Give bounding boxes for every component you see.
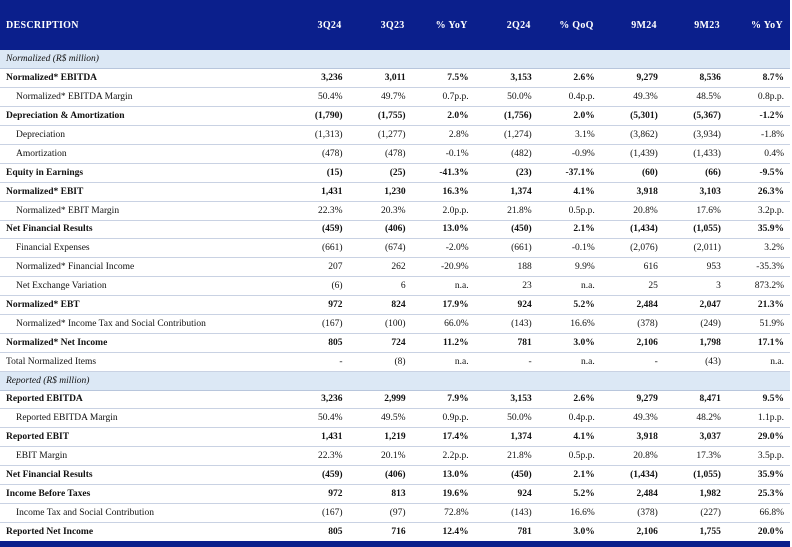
cell-value: 17.1%: [727, 333, 790, 352]
cell-value: -35.3%: [727, 258, 790, 277]
table-row: [0, 201, 790, 220]
cell-value: 49.5%: [349, 409, 412, 428]
cell-value: 8,536: [664, 69, 727, 88]
cell-value: 0.8p.p.: [727, 88, 790, 107]
cell-value: (478): [349, 144, 412, 163]
cell-value: 805: [285, 522, 348, 541]
row-label: Net Exchange Variation: [0, 277, 285, 296]
cell-value: 3,236: [285, 69, 348, 88]
table-row: [0, 296, 790, 315]
cell-value: n.a.: [538, 352, 601, 371]
table-row: [0, 163, 790, 182]
cell-value: 972: [285, 296, 348, 315]
cell-value: (1,434): [601, 466, 664, 485]
row-label: Amortization: [0, 144, 285, 163]
cell-value: 3.5p.p.: [727, 447, 790, 466]
cell-value: 26.3%: [727, 182, 790, 201]
cell-value: 3,011: [349, 69, 412, 88]
cell-value: -0.9%: [538, 144, 601, 163]
cell-value: (249): [664, 314, 727, 333]
table-row: [0, 258, 790, 277]
table-row: [0, 428, 790, 447]
cell-value: 3.2%: [727, 239, 790, 258]
cell-value: 66.0%: [412, 314, 475, 333]
cell-value: (227): [664, 503, 727, 522]
cell-value: -0.1%: [412, 144, 475, 163]
table-row: [0, 144, 790, 163]
cell-value: (1,274): [475, 126, 538, 145]
cell-value: 1,374: [475, 428, 538, 447]
cell-value: (5,367): [664, 107, 727, 126]
row-label: Reported EBIT: [0, 428, 285, 447]
header-3q23: 3Q23: [380, 19, 405, 31]
cell-value: 2,106: [601, 522, 664, 541]
cell-value: (143): [475, 503, 538, 522]
cell-value: 873.2%: [727, 277, 790, 296]
table-row: [0, 484, 790, 503]
cell-value: 3,918: [601, 182, 664, 201]
table-row: [0, 107, 790, 126]
row-label: Reported Net Income: [0, 522, 285, 541]
table-row: [0, 352, 790, 371]
cell-value: 12.4%: [412, 522, 475, 541]
cell-value: 9,279: [601, 69, 664, 88]
cell-value: (3,862): [601, 126, 664, 145]
cell-value: 1,230: [349, 182, 412, 201]
cell-value: (661): [285, 239, 348, 258]
cell-value: (60): [601, 163, 664, 182]
header-yoy-quarter: % YoY: [435, 19, 468, 31]
cell-value: 49.7%: [349, 88, 412, 107]
cell-value: 0.9p.p.: [412, 409, 475, 428]
cell-value: (378): [601, 314, 664, 333]
table-row: [0, 447, 790, 466]
cell-value: (1,434): [601, 220, 664, 239]
table-row: [0, 277, 790, 296]
cell-value: (406): [349, 466, 412, 485]
cell-value: 21.8%: [475, 201, 538, 220]
cell-value: 22.3%: [285, 447, 348, 466]
cell-value: 824: [349, 296, 412, 315]
cell-value: 25.3%: [727, 484, 790, 503]
row-label: Income Before Taxes: [0, 484, 285, 503]
cell-value: 20.0%: [727, 522, 790, 541]
row-label: Normalized* EBITDA: [0, 69, 285, 88]
section-label: Reported (R$ million): [0, 371, 790, 390]
cell-value: 23: [475, 277, 538, 296]
cell-value: 3: [664, 277, 727, 296]
cell-value: 20.1%: [349, 447, 412, 466]
cell-value: 11.2%: [412, 333, 475, 352]
row-label: Normalized* EBIT Margin: [0, 201, 285, 220]
cell-value: 48.2%: [664, 409, 727, 428]
cell-value: (674): [349, 239, 412, 258]
cell-value: 3,103: [664, 182, 727, 201]
cell-value: 21.3%: [727, 296, 790, 315]
cell-value: 2.0p.p.: [412, 201, 475, 220]
cell-value: 25: [601, 277, 664, 296]
cell-value: 805: [285, 333, 348, 352]
cell-value: 48.5%: [664, 88, 727, 107]
cell-value: 724: [349, 333, 412, 352]
cell-value: -1.8%: [727, 126, 790, 145]
section-header-row: [0, 50, 790, 69]
table-row: [0, 126, 790, 145]
table-row: [0, 466, 790, 485]
cell-value: 813: [349, 484, 412, 503]
cell-value: (378): [601, 503, 664, 522]
header-2q24: 2Q24: [506, 19, 531, 31]
cell-value: (43): [664, 352, 727, 371]
cell-value: -: [285, 352, 348, 371]
cell-value: 21.8%: [475, 447, 538, 466]
cell-value: 3.2p.p.: [727, 201, 790, 220]
table-row: [0, 182, 790, 201]
cell-value: (23): [475, 163, 538, 182]
cell-value: (1,055): [664, 466, 727, 485]
cell-value: 1,219: [349, 428, 412, 447]
cell-value: 8,471: [664, 390, 727, 409]
row-label: Reported EBITDA Margin: [0, 409, 285, 428]
cell-value: (15): [285, 163, 348, 182]
cell-value: 17.4%: [412, 428, 475, 447]
cell-value: 4.1%: [538, 428, 601, 447]
cell-value: 29.0%: [727, 428, 790, 447]
cell-value: 716: [349, 522, 412, 541]
table-row: [0, 69, 790, 88]
cell-value: 188: [475, 258, 538, 277]
cell-value: -9.5%: [727, 163, 790, 182]
table-row: [0, 522, 790, 541]
cell-value: (1,055): [664, 220, 727, 239]
row-label: Normalized* EBT: [0, 296, 285, 315]
row-label: Depreciation & Amortization: [0, 107, 285, 126]
cell-value: 1.1p.p.: [727, 409, 790, 428]
row-label: Normalized* EBITDA Margin: [0, 88, 285, 107]
cell-value: 20.8%: [601, 201, 664, 220]
cell-value: 50.0%: [475, 409, 538, 428]
cell-value: 2,106: [601, 333, 664, 352]
cell-value: 1,982: [664, 484, 727, 503]
section-header-row: [0, 371, 790, 390]
cell-value: 781: [475, 522, 538, 541]
cell-value: 2.8%: [412, 126, 475, 145]
cell-value: 51.9%: [727, 314, 790, 333]
cell-value: 2.1%: [538, 466, 601, 485]
cell-value: 49.3%: [601, 88, 664, 107]
cell-value: -1.2%: [727, 107, 790, 126]
cell-value: -0.1%: [538, 239, 601, 258]
cell-value: 2,484: [601, 296, 664, 315]
cell-value: 0.4p.p.: [538, 88, 601, 107]
cell-value: 50.0%: [475, 88, 538, 107]
cell-value: (1,790): [285, 107, 348, 126]
cell-value: 2,484: [601, 484, 664, 503]
table-row: [0, 333, 790, 352]
cell-value: (66): [664, 163, 727, 182]
cell-value: 50.4%: [285, 88, 348, 107]
cell-value: 262: [349, 258, 412, 277]
cell-value: 5.2%: [538, 484, 601, 503]
cell-value: 2.6%: [538, 69, 601, 88]
cell-value: (2,076): [601, 239, 664, 258]
cell-value: 2.2p.p.: [412, 447, 475, 466]
cell-value: 2.0%: [412, 107, 475, 126]
row-label: Normalized* EBIT: [0, 182, 285, 201]
section-label: Normalized (R$ million): [0, 50, 790, 69]
cell-value: 924: [475, 296, 538, 315]
cell-value: 2.6%: [538, 390, 601, 409]
row-label: Net Financial Results: [0, 220, 285, 239]
header-3q24: 3Q24: [317, 19, 342, 31]
cell-value: 13.0%: [412, 466, 475, 485]
footer-bar: [0, 541, 790, 547]
row-label: Reported EBITDA: [0, 390, 285, 409]
cell-value: -: [601, 352, 664, 371]
cell-value: 7.5%: [412, 69, 475, 88]
row-label: Depreciation: [0, 126, 285, 145]
cell-value: 72.8%: [412, 503, 475, 522]
cell-value: 17.3%: [664, 447, 727, 466]
cell-value: (5,301): [601, 107, 664, 126]
header-qoq: % QoQ: [559, 19, 594, 31]
cell-value: (97): [349, 503, 412, 522]
cell-value: 616: [601, 258, 664, 277]
cell-value: 6: [349, 277, 412, 296]
cell-value: 2,047: [664, 296, 727, 315]
cell-value: 3,037: [664, 428, 727, 447]
cell-value: 207: [285, 258, 348, 277]
cell-value: (167): [285, 314, 348, 333]
cell-value: (450): [475, 220, 538, 239]
cell-value: 781: [475, 333, 538, 352]
cell-value: 8.7%: [727, 69, 790, 88]
cell-value: -2.0%: [412, 239, 475, 258]
cell-value: (478): [285, 144, 348, 163]
cell-value: 9.9%: [538, 258, 601, 277]
cell-value: 0.5p.p.: [538, 447, 601, 466]
cell-value: (100): [349, 314, 412, 333]
cell-value: 50.4%: [285, 409, 348, 428]
cell-value: 2,999: [349, 390, 412, 409]
cell-value: (459): [285, 466, 348, 485]
cell-value: 924: [475, 484, 538, 503]
cell-value: 16.3%: [412, 182, 475, 201]
cell-value: (661): [475, 239, 538, 258]
cell-value: 2.1%: [538, 220, 601, 239]
cell-value: 20.3%: [349, 201, 412, 220]
cell-value: 1,431: [285, 182, 348, 201]
cell-value: 5.2%: [538, 296, 601, 315]
cell-value: 17.9%: [412, 296, 475, 315]
cell-value: n.a.: [412, 352, 475, 371]
cell-value: 22.3%: [285, 201, 348, 220]
cell-value: 1,374: [475, 182, 538, 201]
cell-value: 4.1%: [538, 182, 601, 201]
table-row: [0, 390, 790, 409]
cell-value: 0.7p.p.: [412, 88, 475, 107]
cell-value: 3,236: [285, 390, 348, 409]
cell-value: 972: [285, 484, 348, 503]
cell-value: -: [475, 352, 538, 371]
cell-value: 49.3%: [601, 409, 664, 428]
cell-value: (1,313): [285, 126, 348, 145]
cell-value: (25): [349, 163, 412, 182]
table-row: [0, 239, 790, 258]
table-row: [0, 409, 790, 428]
cell-value: 66.8%: [727, 503, 790, 522]
row-label: Normalized* Net Income: [0, 333, 285, 352]
cell-value: 3,153: [475, 69, 538, 88]
cell-value: 7.9%: [412, 390, 475, 409]
cell-value: (1,755): [349, 107, 412, 126]
cell-value: 1,431: [285, 428, 348, 447]
cell-value: (1,439): [601, 144, 664, 163]
cell-value: 16.6%: [538, 314, 601, 333]
cell-value: 3.0%: [538, 522, 601, 541]
table-row: [0, 314, 790, 333]
cell-value: n.a.: [538, 277, 601, 296]
cell-value: 953: [664, 258, 727, 277]
cell-value: (1,277): [349, 126, 412, 145]
cell-value: -41.3%: [412, 163, 475, 182]
cell-value: 0.5p.p.: [538, 201, 601, 220]
row-label: Income Tax and Social Contribution: [0, 503, 285, 522]
cell-value: 3.0%: [538, 333, 601, 352]
cell-value: (6): [285, 277, 348, 296]
cell-value: (450): [475, 466, 538, 485]
cell-value: 3,153: [475, 390, 538, 409]
cell-value: 35.9%: [727, 220, 790, 239]
row-label: Normalized* Financial Income: [0, 258, 285, 277]
cell-value: (459): [285, 220, 348, 239]
cell-value: 9,279: [601, 390, 664, 409]
cell-value: 19.6%: [412, 484, 475, 503]
table-row: [0, 220, 790, 239]
cell-value: n.a.: [727, 352, 790, 371]
cell-value: 3,918: [601, 428, 664, 447]
row-label: Net Financial Results: [0, 466, 285, 485]
cell-value: (167): [285, 503, 348, 522]
cell-value: 0.4%: [727, 144, 790, 163]
cell-value: 35.9%: [727, 466, 790, 485]
cell-value: 0.4p.p.: [538, 409, 601, 428]
cell-value: 2.0%: [538, 107, 601, 126]
table-row: [0, 503, 790, 522]
cell-value: 3.1%: [538, 126, 601, 145]
table-header-row: [0, 0, 790, 50]
row-label: Equity in Earnings: [0, 163, 285, 182]
cell-value: (1,433): [664, 144, 727, 163]
cell-value: (482): [475, 144, 538, 163]
cell-value: 1,798: [664, 333, 727, 352]
cell-value: (2,011): [664, 239, 727, 258]
cell-value: n.a.: [412, 277, 475, 296]
cell-value: 17.6%: [664, 201, 727, 220]
cell-value: (1,756): [475, 107, 538, 126]
row-label: EBIT Margin: [0, 447, 285, 466]
table-body: [0, 50, 790, 541]
cell-value: 16.6%: [538, 503, 601, 522]
cell-value: (3,934): [664, 126, 727, 145]
cell-value: 20.8%: [601, 447, 664, 466]
row-label: Normalized* Income Tax and Social Contribution: [0, 314, 285, 333]
header-yoy-9m: % YoY: [751, 19, 783, 31]
cell-value: -37.1%: [538, 163, 601, 182]
header-9m24: 9M24: [631, 19, 657, 31]
table-row: [0, 88, 790, 107]
header-description: DESCRIPTION: [6, 19, 79, 31]
cell-value: (406): [349, 220, 412, 239]
cell-value: (143): [475, 314, 538, 333]
cell-value: 1,755: [664, 522, 727, 541]
cell-value: -20.9%: [412, 258, 475, 277]
row-label: Total Normalized Items: [0, 352, 285, 371]
header-9m23: 9M23: [694, 19, 720, 31]
row-label: Financial Expenses: [0, 239, 285, 258]
cell-value: 13.0%: [412, 220, 475, 239]
cell-value: 9.5%: [727, 390, 790, 409]
cell-value: (8): [349, 352, 412, 371]
